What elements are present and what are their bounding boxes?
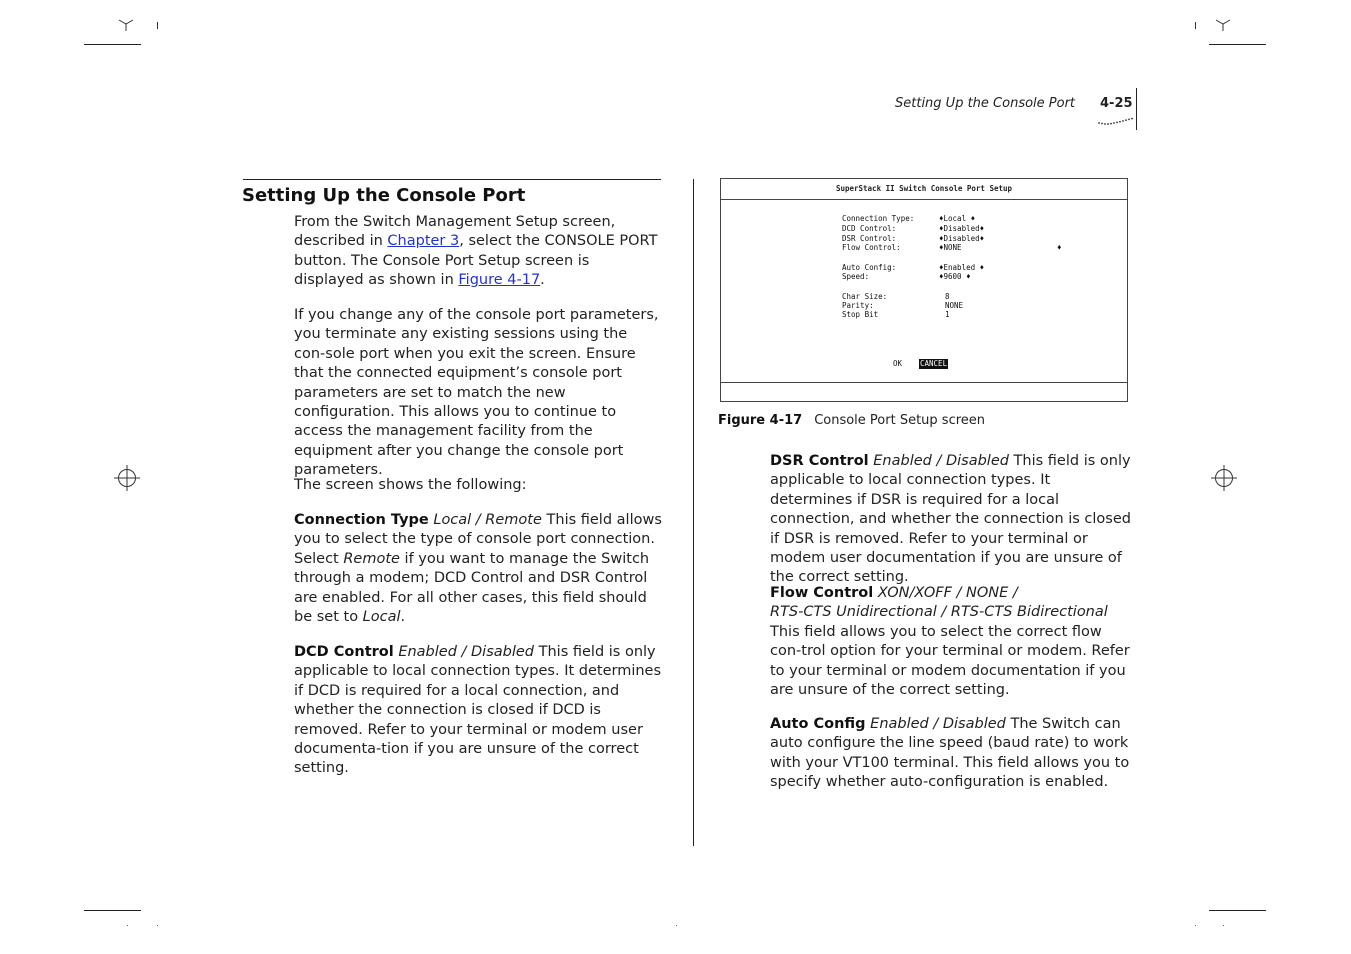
crop-dot bbox=[1223, 925, 1224, 926]
ok-button[interactable]: OK bbox=[893, 359, 903, 368]
field-marker: ♦ bbox=[1057, 243, 1062, 252]
term: Connection Type bbox=[294, 512, 429, 528]
options: Enabled / Disabled bbox=[870, 716, 1006, 732]
field-label: Auto Config: bbox=[842, 263, 897, 272]
auto-config-entry bbox=[770, 715, 1136, 793]
intro-paragraph bbox=[294, 213, 662, 291]
crosshair-icon bbox=[114, 465, 140, 491]
column-divider bbox=[693, 179, 694, 846]
screen-title: SuperStack II Switch Console Port Setup bbox=[835, 184, 1013, 193]
text-run: From the Switch Management Setup screen, described in bbox=[294, 214, 616, 250]
field-label: Connection Type: bbox=[842, 214, 915, 223]
crosshair-icon bbox=[1211, 465, 1237, 491]
field-value[interactable]: ♦Disabled♦ bbox=[939, 224, 985, 233]
field-label: DCD Control: bbox=[842, 224, 897, 233]
crop-dot bbox=[676, 925, 677, 926]
header-rule bbox=[1136, 88, 1137, 130]
field-value: 1 bbox=[945, 310, 950, 319]
figure-link[interactable]: Figure 4-17 bbox=[458, 272, 541, 289]
text-run: This field is only applicable to local connection types. It determines if DSR is required for a local connection, and whether the connection is closed if DSR is removed. Refer to your terminal or modem user documentation if you are unsure of the correct setting. bbox=[770, 453, 1131, 586]
console-setup-screenshot bbox=[720, 178, 1128, 402]
options: XON/XOFF / NONE / bbox=[877, 585, 1018, 601]
field-label: DSR Control: bbox=[842, 234, 897, 243]
term: Flow Control bbox=[770, 585, 874, 601]
caption-text: Console Port Setup screen bbox=[814, 413, 986, 428]
field-label: Stop Bit bbox=[842, 310, 879, 319]
field-label: Speed: bbox=[842, 272, 870, 281]
section-title: Setting Up the Console Port bbox=[242, 185, 526, 206]
field-label: Parity: bbox=[842, 301, 874, 310]
crop-dot bbox=[127, 925, 128, 926]
field-value[interactable]: ♦Enabled ♦ bbox=[939, 263, 985, 272]
crop-line bbox=[1209, 910, 1266, 911]
flow-control-entry bbox=[770, 584, 1136, 700]
crop-tick bbox=[157, 22, 158, 29]
field-label: Flow Control: bbox=[842, 243, 901, 252]
crop-line bbox=[84, 44, 141, 45]
figure-caption bbox=[718, 413, 985, 428]
crop-line bbox=[1209, 44, 1266, 45]
term: DSR Control bbox=[770, 453, 869, 469]
text-run: . bbox=[400, 609, 406, 626]
connection-type-entry bbox=[294, 511, 662, 627]
text-run: This field allows you to select the correct flow con-trol option for your terminal or modem. Refer to your terminal or modem documentation if you are unsure of the correct setting. bbox=[770, 623, 1130, 699]
text-run: This field is only applicable to local connection types. It determines if DCD is required for a local connection, and whether the connection is closed if DCD is removed. Refer to your terminal or modem user documenta-tion if you are unsure of the correct setting. bbox=[294, 644, 662, 777]
warning-paragraph: If you change any of the console port parameters, you terminate any existing sessions using the con-sole port when you exit the screen. Ensure that the connected equipment’s console port parameters are set to match the new configuration. This allows you to continue to access the management facility from the equipment after you change the console port parameters. bbox=[294, 307, 659, 479]
term: DCD Control bbox=[294, 644, 394, 660]
text-run: if you want to manage the Switch through a modem; DCD Control and DSR Control are enabled. For all other cases, this field should be set to bbox=[294, 550, 650, 626]
status-bar-rule bbox=[721, 382, 1127, 383]
running-header-title: Setting Up the Console Port bbox=[895, 96, 1076, 111]
crop-line bbox=[84, 910, 141, 911]
crop-tick bbox=[1195, 22, 1196, 29]
cancel-button[interactable]: CANCEL bbox=[920, 359, 948, 368]
chapter-link[interactable]: Chapter 3 bbox=[387, 233, 460, 250]
register-mark-icon bbox=[118, 18, 134, 32]
options: RTS-CTS Unidirectional / RTS-CTS Bidirectional bbox=[770, 604, 1108, 621]
options: Enabled / Disabled bbox=[398, 644, 535, 660]
dsr-control-entry bbox=[770, 452, 1136, 588]
list-intro: The screen shows the following: bbox=[294, 477, 527, 493]
options: Local / Remote bbox=[433, 512, 542, 528]
text-run: This field allows you to select the type of console port connection. Select bbox=[294, 512, 662, 567]
term: Auto Config bbox=[770, 716, 866, 732]
field-value[interactable]: ♦Local ♦ bbox=[939, 214, 976, 223]
field-value[interactable]: ♦9600 ♦ bbox=[939, 272, 971, 281]
field-value[interactable]: ♦Disabled♦ bbox=[939, 234, 985, 243]
text-run: . bbox=[540, 272, 545, 289]
field-label: Char Size: bbox=[842, 292, 888, 301]
section-rule bbox=[243, 179, 661, 180]
emphasis: Remote bbox=[343, 550, 400, 567]
caption-label: Figure 4-17 bbox=[718, 413, 803, 428]
text-run: , select the CONSOLE PORT button. The Console Port Setup screen is displayed as shown in bbox=[294, 233, 658, 289]
page-number: 4-25 bbox=[1100, 96, 1133, 111]
dotted-ornament-icon bbox=[1097, 116, 1135, 126]
dcd-control-entry bbox=[294, 643, 662, 779]
crop-dot bbox=[157, 925, 158, 926]
emphasis: Local bbox=[362, 609, 401, 626]
field-value: NONE bbox=[945, 301, 964, 310]
options: Enabled / Disabled bbox=[873, 453, 1009, 469]
field-value: 8 bbox=[945, 292, 950, 301]
crop-dot bbox=[1195, 925, 1196, 926]
screen-title-bar bbox=[721, 179, 1127, 200]
register-mark-icon bbox=[1215, 18, 1231, 32]
text-run: The Switch can auto configure the line speed (baud rate) to work with your VT100 terminal. This field allows you to specify whether auto-configuration is enabled. bbox=[770, 716, 1130, 791]
field-value[interactable]: ♦NONE bbox=[939, 243, 962, 252]
